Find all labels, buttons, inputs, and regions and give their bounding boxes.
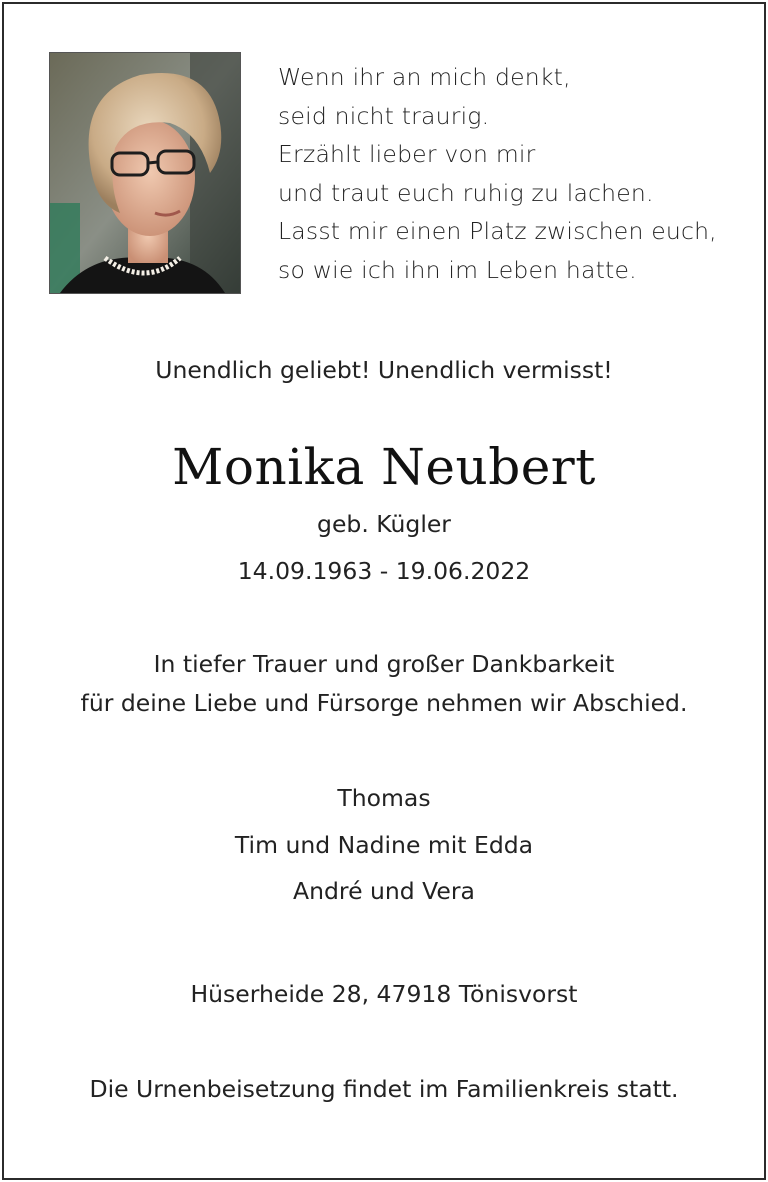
mourning-line-2: für deine Liebe und Fürsorge nehmen wir Abschied.	[80, 689, 688, 717]
motto: Unendlich geliebt! Unendlich vermisst!	[155, 356, 613, 384]
portrait-image	[50, 53, 240, 293]
poem-line: Erzählt lieber von mir	[278, 140, 536, 169]
poem-line: so wie ich ihn im Leben hatte.	[278, 255, 637, 284]
family-member: Tim und Nadine mit Edda	[234, 831, 534, 859]
family-member: Thomas	[337, 784, 431, 812]
poem-line: seid nicht traurig.	[278, 101, 490, 130]
deceased-name: Monika Neubert	[172, 438, 596, 496]
portrait-photo	[49, 52, 241, 294]
birth-name: geb. Kügler	[317, 510, 451, 538]
poem-line: Lasst mir einen Platz zwischen euch,	[278, 217, 717, 246]
poem	[278, 58, 748, 290]
poem-line: und traut euch ruhig zu lachen.	[278, 178, 654, 207]
poem-line: Wenn ihr an mich denkt,	[278, 63, 571, 91]
address: Hüserheide 28, 47918 Tönisvorst	[190, 980, 578, 1008]
mourning-line-1: In tiefer Trauer und großer Dankbarkeit	[153, 650, 615, 678]
family-member: André und Vera	[293, 877, 475, 905]
burial-note: Die Urnenbeisetzung findet im Familienkreis statt.	[89, 1075, 679, 1103]
life-dates: 14.09.1963 - 19.06.2022	[237, 557, 531, 585]
